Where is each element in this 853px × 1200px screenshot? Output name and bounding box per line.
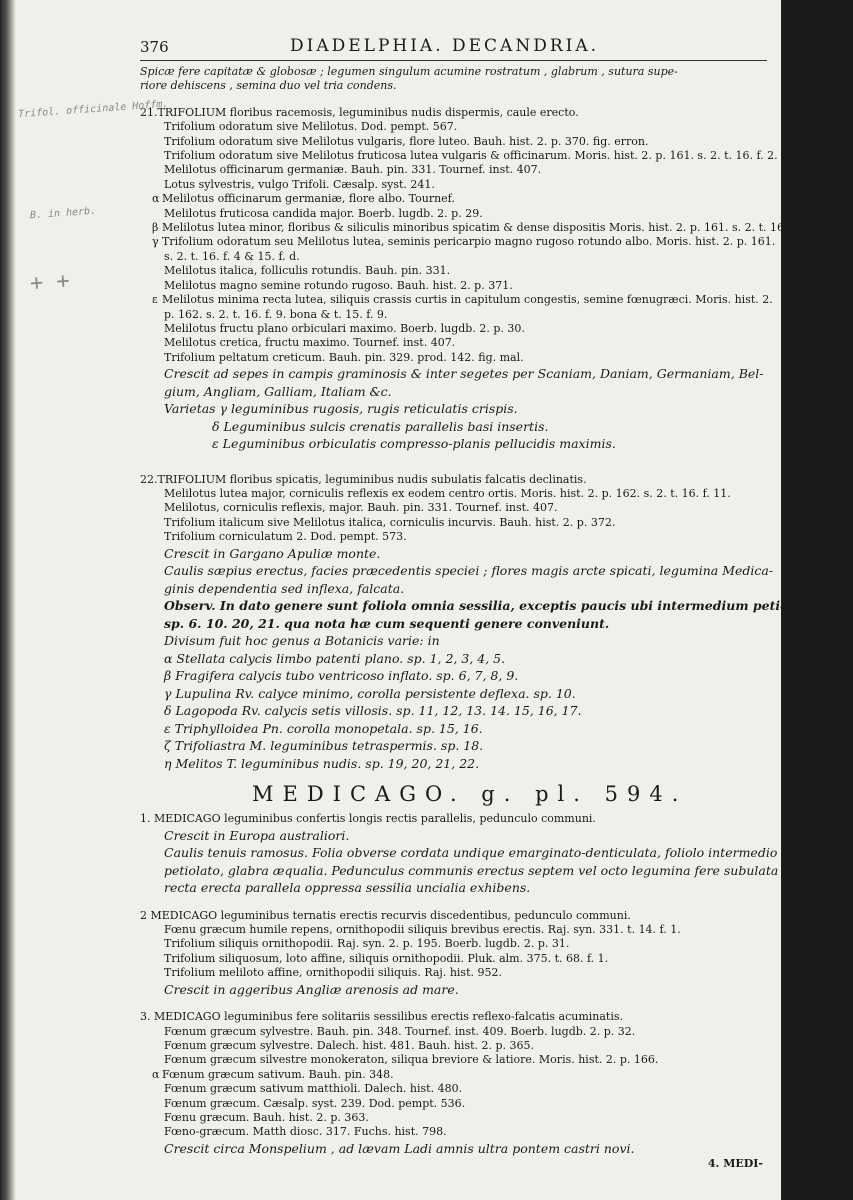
observation-line: Observ. In dato genere sunt foliola omnia sessilia, exceptis paucis ubi intermedium petiolatum uti — [164, 598, 853, 614]
handwritten-note: B. in herb. — [29, 205, 97, 222]
synonym-line: Melilotus officinarum germaniæ. Bauh. pin. 331. Tournef. inst. 407. — [164, 163, 542, 177]
synonym-line: Fœnum græcum sativum. Bauh. pin. 348. — [162, 1067, 394, 1081]
synonym-line: Fœnum græcum. Cæsalp. syst. 239. Dod. pempt. 536. — [164, 1096, 466, 1110]
synonym-line: Trifolium italicum sive Melilotus italica, corniculis incurvis. Bauh. hist. 2. p. 372. — [164, 515, 616, 529]
synonym-line: Fœnum græcum sylvestre. Bauh. pin. 348. Tournef. inst. 409. Boerb. lugdb. 2. p. 32. — [164, 1024, 636, 1038]
synonym-line: p. 162. s. 2. t. 16. f. 9. bona & t. 15. f. 9. — [164, 307, 388, 321]
synonym-line: Trifolium corniculatum 2. Dod. pempt. 573. — [164, 530, 407, 544]
variety-marker: β — [152, 221, 159, 235]
description-line: ginis dependentia sed inflexa, falcata. — [164, 580, 405, 596]
habitat-line: gium, Angliam, Galliam, Italiam &c. — [164, 383, 392, 399]
synonym-line: Fœnum græcum silvestre monokeraton, siliqua breviore & latiore. Moris. hist. 2. p. 166. — [164, 1053, 659, 1067]
genus-heading: MEDICAGO. g. pl. 594. — [252, 782, 688, 807]
synonym-line: Trifolium odoratum seu Melilotus lutea, seminis pericarpio magno rugoso rotundo albo. Moris. hist. 2. p. 161. — [162, 235, 776, 249]
synonym-line: Trifolium siliquis ornithopodii. Raj. syn. 2. p. 195. Boerb. lugdb. 2. p. 31. — [164, 937, 570, 951]
division-line: Divisum fuit hoc genus a Botanicis varie: in — [164, 633, 440, 649]
synonym-line: Melilotus magno semine rotundo rugoso. Bauh. hist. 2. p. 371. — [164, 278, 513, 292]
handwritten-note: Trifol. officinale Hoffm. — [17, 98, 169, 121]
variety-marker: α — [152, 1067, 160, 1081]
synonym-line: Melilotus officinarum germaniæ, flore albo. Tournef. — [162, 192, 455, 206]
species-heading: 3. MEDICAGO leguminibus fere solitariis sessilibus erectis reflexo-falcatis acuminatis. — [140, 1010, 624, 1024]
synonym-line: Melilotus italica, folliculis rotundis. Bauh. pin. 331. — [164, 264, 451, 278]
species-heading: 2 MEDICAGO leguminibus ternatis erectis recurvis discedentibus, pedunculo communi. — [140, 908, 631, 922]
synonym-line: Trifolium siliquosum, loto affine, siliquis ornithopodii. Pluk. alm. 375. t. 68. f. 1. — [164, 951, 609, 965]
synonym-line: Melilotus lutea major, corniculis reflexis ex eodem centro ortis. Moris. hist. 2. p. 162. s. 2. t. 16. f. 11. — [164, 487, 731, 501]
habitat-line: Crescit in Gargano Apuliæ monte. — [164, 545, 381, 561]
synonym-line: Melilotus lutea minor, floribus & siliculis minoribus spicatim & dense dispositis Moris. hist. 2. p. 161. s. 2. t. 16. f. 5. — [162, 221, 813, 235]
handwritten-note: + + — [29, 268, 71, 297]
division-line: δ Lagopoda Rv. calycis setis villosis. sp. 11, 12, 13. 14. 15, 16, 17. — [164, 703, 582, 719]
catchword: 4. MEDI- — [707, 1157, 763, 1170]
page-number: 376 — [140, 38, 169, 56]
text-line: riore dehiscens , semina duo vel tria condens. — [140, 79, 397, 93]
synonym-line: Lotus sylvestris, vulgo Trifoli. Cæsalp. syst. 241. — [164, 177, 435, 191]
synonym-line: Melilotus minima recta lutea, siliquis crassis curtis in capitulum congestis, semine fœnugræci. Moris. hist. 2. — [162, 293, 773, 307]
description-line: Caulis tenuis ramosus. Folia obverse cordata undique emarginato-denticulata, foliolo intermedio — [164, 845, 778, 861]
division-line: η Melitos T. leguminibus nudis. sp. 19, 20, 21, 22. — [164, 755, 480, 771]
species-heading: 21.TRIFOLIUM floribus racemosis, leguminibus nudis dispermis, caule erecto. — [140, 105, 579, 119]
variety-line: ε Leguminibus orbiculatis compresso-planis pellucidis maximis. — [212, 436, 616, 452]
species-heading: 22.TRIFOLIUM floribus spicatis, leguminibus nudis subulatis falcatis declinatis. — [140, 472, 587, 486]
synonym-line: s. 2. t. 16. f. 4 & 15. f. d. — [164, 249, 300, 263]
variety-marker: α — [152, 192, 160, 206]
synonym-line: Trifolium odoratum sive Melilotus vulgaris, flore luteo. Bauh. hist. 2. p. 370. fig. erron. — [164, 134, 649, 148]
synonym-line: Melilotus cretica, fructu maximo. Tournef. inst. 407. — [164, 336, 456, 350]
synonym-line: Melilotus, corniculis reflexis, major. Bauh. pin. 331. Tournef. inst. 407. — [164, 501, 558, 515]
observation-line: sp. 6. 10. 20, 21. qua nota hæ cum sequenti genere conveniunt. — [164, 615, 610, 631]
page-header — [140, 30, 767, 61]
variety-marker: ε — [152, 293, 158, 307]
variety-line: Varietas γ leguminibus rugosis, rugis reticulatis crispis. — [164, 401, 518, 417]
description-line: petiolato, glabra æqualia. Pedunculus communis erectus septem vel octo legumina fere subulata — [164, 862, 779, 878]
species-heading: 1. MEDICAGO leguminibus confertis longis rectis parallelis, pedunculo communi. — [140, 812, 596, 826]
division-line: ε Triphylloidea Pn. corolla monopetala. sp. 15, 16. — [164, 720, 483, 736]
running-title: DIADELPHIA. DECANDRIA. — [290, 36, 600, 56]
synonym-line: Fœnu græcum humile repens, ornithopodii siliquis brevibus erectis. Raj. syn. 331. t. 14. f. 1. — [164, 922, 681, 936]
division-line: γ Lupulina Rv. calyce minimo, corolla persistente deflexa. sp. 10. — [164, 685, 576, 701]
division-line: α Stellata calycis limbo patenti plano. sp. 1, 2, 3, 4, 5. — [164, 650, 506, 666]
division-line: β Fragifera calycis tubo ventricoso inflato. sp. 6, 7, 8, 9. — [164, 668, 519, 684]
description-line: Caulis sæpius erectus, facies præcedentis speciei ; flores magis arcte spicati, legumina Medica- — [164, 563, 774, 579]
variety-marker: γ — [152, 235, 159, 249]
synonym-line: Fœno-græcum. Matth diosc. 317. Fuchs. hist. 798. — [164, 1125, 447, 1139]
description-line: recta erecta parallela oppressa sessilia uncialia exhibens. — [164, 880, 531, 896]
habitat-line: Crescit in aggeribus Angliæ arenosis ad mare. — [164, 981, 459, 997]
habitat-line: Crescit in Europa australiori. — [164, 827, 350, 843]
habitat-line: Crescit circa Monspelium , ad lævam Ladi amnis ultra pontem castri novi. — [164, 1140, 635, 1156]
synonym-line: Trifolium odoratum sive Melilotus fruticosa lutea vulgaris & officinarum. Moris. hist. 2. p. 161. s. 2. t. 16. f. 2. — [164, 149, 778, 163]
text-line: Spicæ fere capitatæ & globosæ ; legumen singulum acumine rostratum , glabrum , sutura supe- — [140, 65, 678, 78]
synonym-line: Trifolium meliloto affine, ornithopodii siliquis. Raj. hist. 952. — [164, 966, 502, 980]
synonym-line: Trifolium odoratum sive Melilotus. Dod. pempt. 567. — [164, 120, 458, 134]
variety-line: δ Leguminibus sulcis crenatis parallelis basi insertis. — [212, 418, 549, 434]
synonym-line: Fœnu græcum. Bauh. hist. 2. p. 363. — [164, 1110, 369, 1124]
synonym-line: Trifolium peltatum creticum. Bauh. pin. 329. prod. 142. fig. mal. — [164, 350, 524, 364]
division-line: ζ Trifoliastra M. leguminibus tetraspermis. sp. 18. — [164, 738, 484, 754]
synonym-line: Melilotus fructu plano orbiculari maximo. Boerb. lugdb. 2. p. 30. — [164, 321, 525, 335]
synonym-line: Fœnum græcum sylvestre. Dalech. hist. 481. Bauh. hist. 2. p. 365. — [164, 1038, 535, 1052]
synonym-line: Fœnum græcum sativum matthioli. Dalech. hist. 480. — [164, 1082, 463, 1096]
habitat-line: Crescit ad sepes in campis graminosis & inter segetes per Scaniam, Daniam, Germaniam, Bel- — [164, 366, 764, 382]
synonym-line: Melilotus fruticosa candida major. Boerb. lugdb. 2. p. 29. — [164, 206, 483, 220]
